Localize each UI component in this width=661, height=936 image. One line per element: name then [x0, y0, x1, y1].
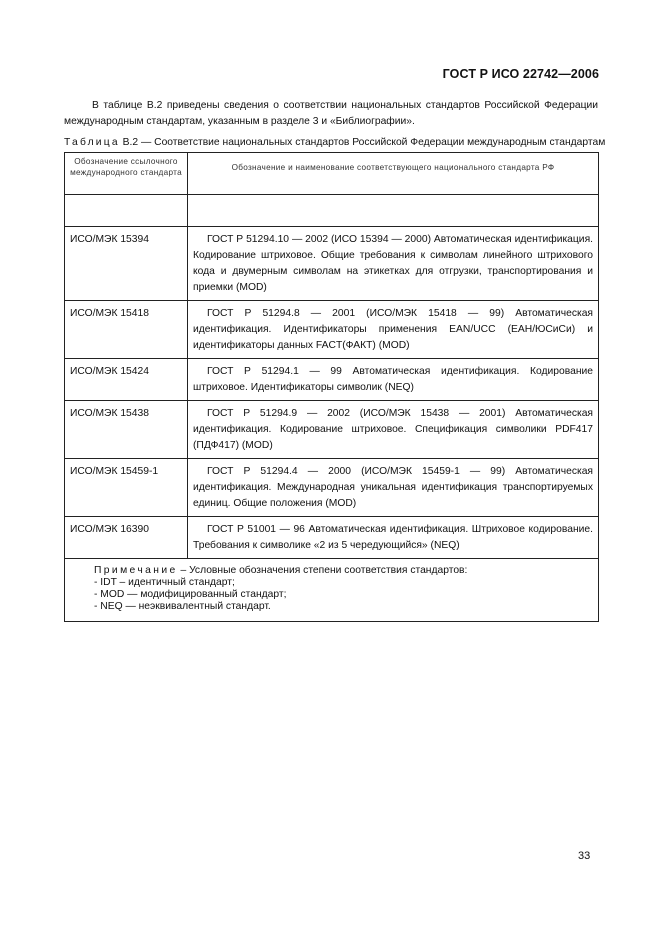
table-note-row — [65, 559, 599, 622]
row-code: ИСО/МЭК 15438 — [65, 401, 188, 459]
table-spacer-row — [65, 195, 599, 227]
caption-text: В.2 — Соответствие национальных стандартов Российской Федерации международным стандартам — [122, 137, 606, 148]
row-desc: ГОСТ Р 51294.1 — 99 Автоматическая идентификация. Кодирование штриховое. Идентификаторы символик (NEQ) — [188, 359, 599, 401]
table-row — [65, 227, 599, 301]
row-desc: ГОСТ Р 51294.9 — 2002 (ИСО/МЭК 15438 — 2001) Автоматическая идентификация. Кодирование штриховое. Спецификация символики PDF417 (ПДФ417) (MOD) — [188, 401, 599, 459]
note-item-idt: - IDT – идентичный стандарт; — [94, 577, 235, 588]
note-heading — [94, 565, 593, 577]
table-row — [65, 459, 599, 517]
row-code: ИСО/МЭК 15394 — [65, 227, 188, 301]
table-row — [65, 517, 599, 559]
row-code: ИСО/МЭК 15459-1 — [65, 459, 188, 517]
table-row — [65, 359, 599, 401]
document-header: ГОСТ Р ИСО 22742—2006 — [442, 67, 599, 81]
note-label: Примечание — [94, 565, 178, 576]
row-code: ИСО/МЭК 15418 — [65, 301, 188, 359]
table-row — [65, 301, 599, 359]
row-desc: ГОСТ Р 51294.4 — 2000 (ИСО/МЭК 15459-1 — 99) Автоматическая идентификация. Международная уникальная идентификация транспортируемых единиц. Общие положения (MOD) — [188, 459, 599, 517]
row-code: ИСО/МЭК 15424 — [65, 359, 188, 401]
standards-table — [64, 152, 599, 622]
table-note — [65, 559, 599, 622]
col1-header: Обозначение ссылочного международного стандарта — [65, 153, 188, 195]
table-header-row — [65, 153, 599, 195]
note-intro: – Условные обозначения степени соответствия стандартов: — [180, 565, 468, 576]
row-desc: ГОСТ Р 51294.10 — 2002 (ИСО 15394 — 2000) Автоматическая идентификация. Кодирование штриховое. Общие требования к символам линейного штрихового кода и двумерным символам на этикетках для отгрузки, транспортирования и приемки (MOD) — [188, 227, 599, 301]
intro-paragraph: В таблице В.2 приведены сведения о соответствии национальных стандартов Российской Федерации международным стандартам, указанным в разделе 3 и «Библиографии». — [64, 100, 598, 127]
row-desc: ГОСТ Р 51001 — 96 Автоматическая идентификация. Штриховое кодирование. Требования к символике «2 из 5 чередующийся» (NEQ) — [188, 517, 599, 559]
col2-header: Обозначение и наименование соответствующего национального стандарта РФ — [188, 153, 599, 195]
note-item-neq: - NEQ — неэквивалентный стандарт. — [94, 601, 271, 612]
row-code: ИСО/МЭК 16390 — [65, 517, 188, 559]
note-item-mod: - MOD — модифицированный стандарт; — [94, 589, 287, 600]
row-desc: ГОСТ Р 51294.8 — 2001 (ИСО/МЭК 15418 — 99) Автоматическая идентификация. Идентификаторы применения EAN/UCC (ЕАН/ЮСиСи) и идентификаторы данных FACT(ФАКТ) (MOD) — [188, 301, 599, 359]
table-row — [65, 401, 599, 459]
caption-label: Таблица — [64, 137, 120, 148]
table-caption — [64, 136, 606, 149]
page-number: 33 — [578, 850, 591, 862]
